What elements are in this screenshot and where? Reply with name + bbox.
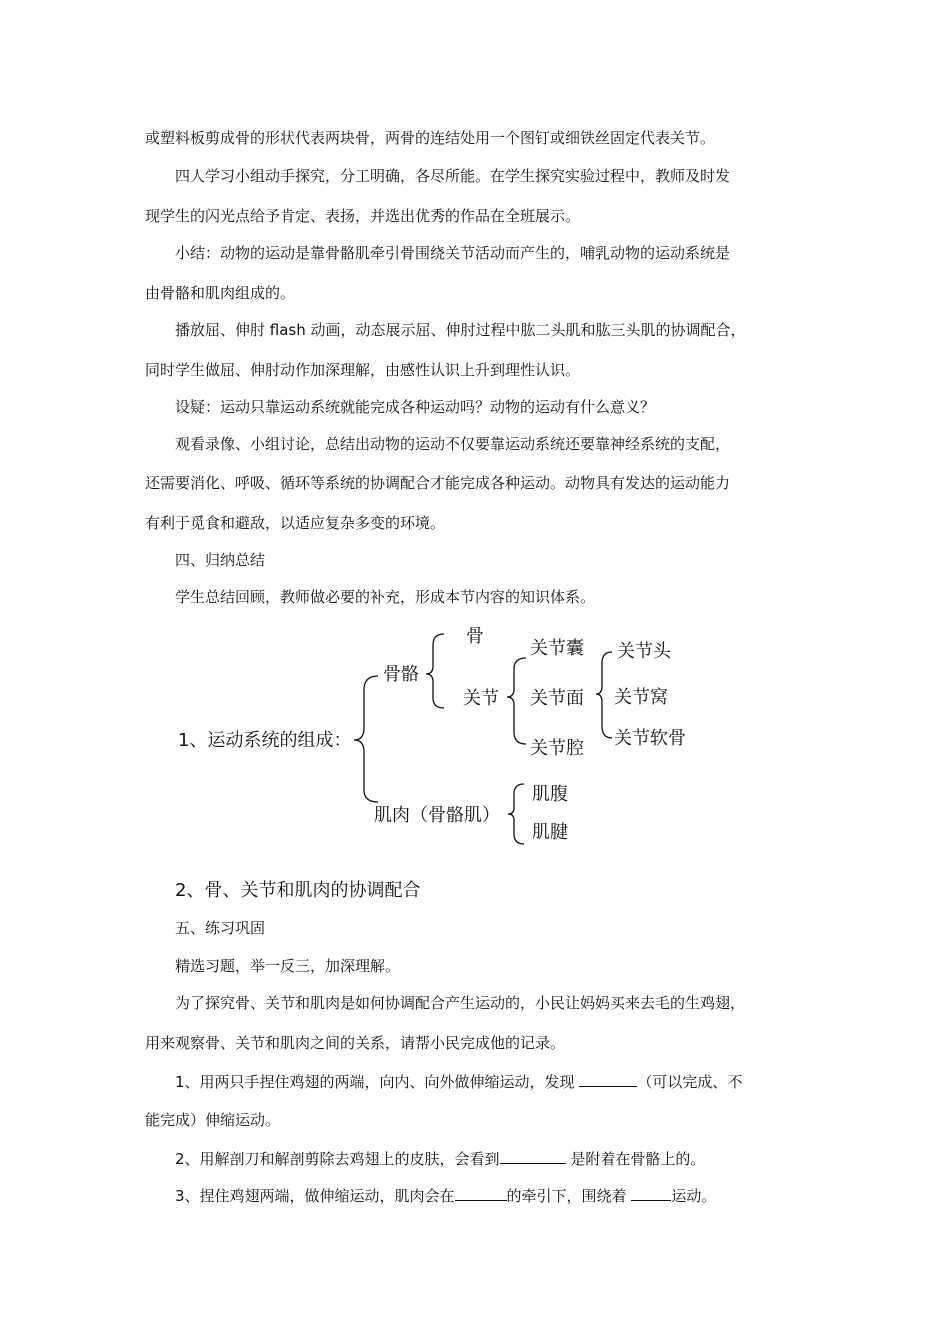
diagram-node-tendon: 肌腱	[532, 822, 568, 843]
answer-blank[interactable]	[455, 1184, 507, 1201]
paragraph-line: 有利于觅食和避敌，以适应复杂多变的环境。	[145, 514, 446, 532]
diagram-node-joint-capsule: 关节囊	[530, 638, 584, 659]
diagram-node-joint-cartilage: 关节软骨	[614, 728, 686, 749]
section-heading: 五、练习巩固	[175, 919, 266, 937]
paragraph-line: 为了探究骨、关节和肌肉是如何协调配合产生运动的，小民让妈妈买来去毛的生鸡翅，	[175, 994, 746, 1012]
paragraph-line: 四人学习小组动手探究，分工明确，各尽所能。在学生探究实验过程中，教师及时发	[175, 167, 731, 185]
diagram-node-joint-head: 关节头	[617, 641, 671, 662]
diagram-node-joint-cavity: 关节腔	[530, 738, 584, 759]
diagram-root-label: 1、运动系统的组成：	[178, 730, 352, 751]
point-2-heading: 2、骨、关节和肌肉的协调配合	[175, 880, 421, 901]
paragraph-line: 学生总结回顾，教师做必要的补充，形成本节内容的知识体系。	[175, 588, 596, 606]
answer-blank[interactable]	[500, 1147, 566, 1164]
diagram-node-muscle: 肌肉（骨骼肌）	[374, 805, 500, 826]
paragraph-line: 精选习题，举一反三，加深理解。	[175, 957, 401, 975]
paragraph-line: 播放屈、伸肘 flash 动画，动态展示屈、伸肘过程中肱二头肌和肱三头肌的协调配合，	[175, 321, 746, 339]
paragraph-line: 还需要消化、呼吸、循环等系统的协调配合才能完成各种运动。动物具有发达的运动能力	[145, 474, 731, 492]
diagram-node-joint-surface: 关节面	[530, 688, 584, 709]
paragraph-line: 小结：动物的运动是靠骨骼肌牵引骨围绕关节活动而产生的，哺乳动物的运动系统是	[175, 244, 731, 262]
exercise-item-1	[175, 1070, 742, 1092]
answer-blank[interactable]	[631, 1184, 671, 1201]
exercise-text: 是附着在骨骼上的。	[565, 1150, 706, 1168]
paragraph-line: 用来观察骨、关节和肌肉之间的关系，请帮小民完成他的记录。	[145, 1034, 566, 1052]
paragraph-line: 或塑料板剪成骨的形状代表两块骨，两骨的连结处用一个图钉或细铁丝固定代表关节。	[145, 129, 716, 147]
paragraph-line: 观看录像、小组讨论，总结出动物的运动不仅要靠运动系统还要靠神经系统的支配，	[175, 435, 731, 453]
exercise-text: 1、用两只手捏住鸡翅的两端，向内、向外做伸缩运动，发现	[175, 1073, 580, 1091]
answer-blank[interactable]	[579, 1070, 637, 1087]
diagram-node-muscle-belly: 肌腹	[532, 784, 568, 805]
exercise-text: 运动。	[671, 1187, 717, 1205]
diagram-node-joint-socket: 关节窝	[614, 687, 668, 708]
exercise-item-3	[175, 1184, 716, 1206]
exercise-text: 2、用解剖刀和解剖剪除去鸡翅上的皮肤，会看到	[175, 1150, 500, 1168]
exercise-text: （可以完成、不	[637, 1073, 743, 1091]
exercise-text: 的牵引下，围绕着	[506, 1187, 632, 1205]
paragraph-line: 同时学生做屈、伸肘动作加深理解，由感性认识上升到理性认识。	[145, 361, 581, 379]
section-heading: 四、归纳总结	[175, 551, 266, 569]
diagram-node-joint: 关节	[463, 688, 499, 709]
diagram-node-skeleton: 骨骼	[383, 664, 419, 685]
paragraph-line: 现学生的闪光点给予肯定、表扬，并选出优秀的作品在全班展示。	[145, 207, 581, 225]
exercise-item-1-continued: 能完成）伸缩运动。	[145, 1111, 281, 1129]
exercise-item-2	[175, 1147, 705, 1169]
diagram-node-bone: 骨	[466, 626, 484, 647]
paragraph-line: 由骨骼和肌肉组成的。	[145, 284, 296, 302]
paragraph-line: 设疑：运动只靠运动系统就能完成各种运动吗？动物的运动有什么意义？	[175, 398, 656, 416]
exercise-text: 3、捏住鸡翅两端，做伸缩运动，肌肉会在	[175, 1187, 455, 1205]
